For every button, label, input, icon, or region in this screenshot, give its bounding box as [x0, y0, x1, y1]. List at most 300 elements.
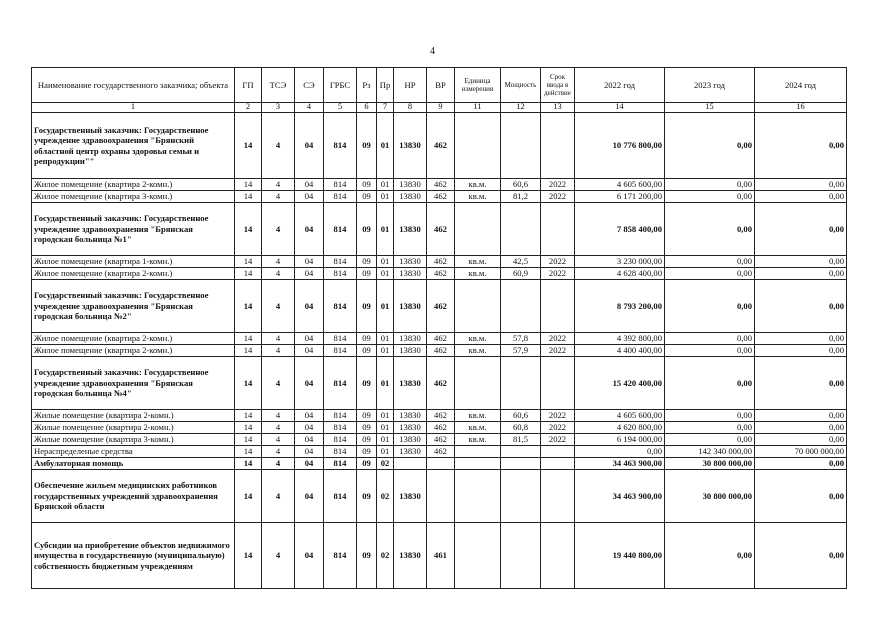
- row-value-cell: 01: [377, 434, 394, 446]
- row-value-cell: 0,00: [665, 256, 755, 268]
- row-value-cell: 814: [324, 256, 357, 268]
- column-header-capacity: Мощность: [501, 68, 541, 103]
- row-value-cell: 10 776 800,00: [575, 113, 665, 179]
- row-value-cell: 4: [262, 268, 295, 280]
- row-value-cell: 8 793 200,00: [575, 280, 665, 333]
- row-value-cell: 4 605 600,00: [575, 410, 665, 422]
- row-value-cell: 09: [357, 446, 377, 458]
- row-value-cell: 142 340 000,00: [665, 446, 755, 458]
- group-row: [32, 280, 847, 333]
- row-value-cell: 09: [357, 113, 377, 179]
- row-value-cell: 4: [262, 333, 295, 345]
- table-row: [32, 458, 847, 470]
- row-value-cell: 14: [235, 191, 262, 203]
- row-value-cell: 14: [235, 446, 262, 458]
- row-value-cell: [541, 470, 575, 523]
- row-value-cell: 13830: [394, 446, 427, 458]
- row-value-cell: 814: [324, 434, 357, 446]
- row-value-cell: 57,8: [501, 333, 541, 345]
- row-value-cell: 04: [295, 422, 324, 434]
- row-name-cell: Жилые помещение (квартира 2-комн.): [32, 410, 235, 422]
- table-row: [32, 191, 847, 203]
- row-value-cell: 09: [357, 280, 377, 333]
- row-value-cell: 4: [262, 446, 295, 458]
- row-value-cell: [455, 280, 501, 333]
- row-value-cell: 04: [295, 470, 324, 523]
- row-value-cell: 814: [324, 113, 357, 179]
- row-value-cell: 42,5: [501, 256, 541, 268]
- row-value-cell: 34 463 900,00: [575, 470, 665, 523]
- row-value-cell: 0,00: [755, 113, 847, 179]
- row-value-cell: кв.м.: [455, 333, 501, 345]
- column-header-nr: НР: [394, 68, 427, 103]
- budget-table: [31, 67, 847, 589]
- row-value-cell: 14: [235, 357, 262, 410]
- row-value-cell: 0,00: [755, 191, 847, 203]
- row-name-cell: Жилое помещение (квартира 3-комн.): [32, 191, 235, 203]
- row-value-cell: 462: [427, 113, 455, 179]
- table-row: [32, 410, 847, 422]
- row-value-cell: 04: [295, 113, 324, 179]
- row-value-cell: [455, 470, 501, 523]
- column-header-se: СЭ: [295, 68, 324, 103]
- row-value-cell: 04: [295, 458, 324, 470]
- row-value-cell: 462: [427, 357, 455, 410]
- row-value-cell: 0,00: [755, 458, 847, 470]
- row-value-cell: 60,9: [501, 268, 541, 280]
- row-value-cell: 04: [295, 446, 324, 458]
- row-value-cell: 4: [262, 357, 295, 410]
- row-value-cell: 09: [357, 410, 377, 422]
- row-value-cell: 14: [235, 410, 262, 422]
- row-value-cell: 4: [262, 203, 295, 256]
- row-value-cell: 02: [377, 523, 394, 589]
- column-number-cell: 14: [575, 103, 665, 113]
- row-name-cell: Жилое помещение (квартира 1-комн.): [32, 256, 235, 268]
- row-value-cell: 462: [427, 333, 455, 345]
- row-value-cell: 462: [427, 191, 455, 203]
- row-value-cell: 4: [262, 191, 295, 203]
- row-value-cell: 14: [235, 256, 262, 268]
- row-value-cell: 14: [235, 458, 262, 470]
- row-value-cell: 14: [235, 523, 262, 589]
- column-number-cell: 3: [262, 103, 295, 113]
- row-value-cell: 6 171 200,00: [575, 191, 665, 203]
- row-value-cell: 2022: [541, 410, 575, 422]
- row-value-cell: 13830: [394, 357, 427, 410]
- row-value-cell: [455, 357, 501, 410]
- column-header-2022: 2022 год: [575, 68, 665, 103]
- row-value-cell: 4: [262, 179, 295, 191]
- row-value-cell: 0,00: [665, 203, 755, 256]
- row-value-cell: 13830: [394, 179, 427, 191]
- row-value-cell: 0,00: [665, 523, 755, 589]
- row-value-cell: 4 620 800,00: [575, 422, 665, 434]
- row-value-cell: [501, 470, 541, 523]
- column-number-cell: 7: [377, 103, 394, 113]
- row-value-cell: [541, 458, 575, 470]
- row-value-cell: 0,00: [755, 256, 847, 268]
- row-value-cell: 13830: [394, 434, 427, 446]
- column-header-2023: 2023 год: [665, 68, 755, 103]
- row-name-cell: Государственный заказчик: Государственное учреждение здравоохранения "Брянская городская больница №2": [32, 280, 235, 333]
- row-value-cell: 814: [324, 523, 357, 589]
- column-number-cell: 6: [357, 103, 377, 113]
- row-value-cell: 19 440 800,00: [575, 523, 665, 589]
- row-name-cell: Жилые помещение (квартира 2-комн.): [32, 422, 235, 434]
- page-number: 4: [430, 46, 435, 57]
- row-value-cell: 4: [262, 470, 295, 523]
- row-value-cell: 0,00: [575, 446, 665, 458]
- row-value-cell: [541, 357, 575, 410]
- row-value-cell: 09: [357, 458, 377, 470]
- row-value-cell: 6 194 000,00: [575, 434, 665, 446]
- row-value-cell: 04: [295, 203, 324, 256]
- row-value-cell: 04: [295, 345, 324, 357]
- column-number-cell: 12: [501, 103, 541, 113]
- row-value-cell: 60,8: [501, 422, 541, 434]
- row-value-cell: 4 392 800,00: [575, 333, 665, 345]
- table-header-row: [32, 68, 847, 103]
- row-value-cell: 462: [427, 268, 455, 280]
- row-value-cell: 13830: [394, 523, 427, 589]
- group-row: [32, 113, 847, 179]
- row-value-cell: 04: [295, 179, 324, 191]
- row-value-cell: 2022: [541, 345, 575, 357]
- row-value-cell: 4: [262, 458, 295, 470]
- row-value-cell: 0,00: [755, 410, 847, 422]
- column-number-cell: 8: [394, 103, 427, 113]
- row-value-cell: 0,00: [755, 470, 847, 523]
- row-value-cell: 814: [324, 345, 357, 357]
- column-number-cell: 1: [32, 103, 235, 113]
- row-value-cell: 34 463 900,00: [575, 458, 665, 470]
- column-number-cell: 15: [665, 103, 755, 113]
- table-row: [32, 446, 847, 458]
- row-value-cell: 0,00: [665, 191, 755, 203]
- row-value-cell: 2022: [541, 422, 575, 434]
- row-value-cell: 01: [377, 268, 394, 280]
- column-header-grbs: ГРБС: [324, 68, 357, 103]
- row-value-cell: 462: [427, 345, 455, 357]
- row-value-cell: 09: [357, 345, 377, 357]
- row-value-cell: 0,00: [755, 357, 847, 410]
- row-value-cell: 0,00: [755, 280, 847, 333]
- column-header-vr: ВР: [427, 68, 455, 103]
- row-value-cell: кв.м.: [455, 256, 501, 268]
- row-value-cell: 0,00: [665, 434, 755, 446]
- row-value-cell: 04: [295, 434, 324, 446]
- row-value-cell: 09: [357, 357, 377, 410]
- row-value-cell: 14: [235, 268, 262, 280]
- column-header-pr: Пр: [377, 68, 394, 103]
- row-value-cell: 7 858 400,00: [575, 203, 665, 256]
- row-value-cell: 14: [235, 422, 262, 434]
- row-value-cell: 01: [377, 191, 394, 203]
- row-value-cell: 4: [262, 422, 295, 434]
- row-name-cell: Жилое помещение (квартира 2-комн.): [32, 345, 235, 357]
- row-value-cell: 13830: [394, 470, 427, 523]
- row-value-cell: 0,00: [665, 333, 755, 345]
- row-value-cell: 14: [235, 203, 262, 256]
- row-value-cell: кв.м.: [455, 191, 501, 203]
- column-header-commission-date: Срок ввода в действие: [541, 68, 575, 103]
- row-value-cell: 14: [235, 179, 262, 191]
- row-value-cell: 0,00: [755, 345, 847, 357]
- row-value-cell: 462: [427, 422, 455, 434]
- row-value-cell: 0,00: [665, 422, 755, 434]
- row-value-cell: [455, 203, 501, 256]
- row-value-cell: 04: [295, 268, 324, 280]
- row-value-cell: 4: [262, 256, 295, 268]
- row-value-cell: 04: [295, 410, 324, 422]
- row-value-cell: 02: [377, 458, 394, 470]
- group-row: [32, 470, 847, 523]
- row-value-cell: 0,00: [755, 434, 847, 446]
- row-value-cell: 13830: [394, 256, 427, 268]
- row-value-cell: 0,00: [665, 280, 755, 333]
- row-value-cell: 01: [377, 357, 394, 410]
- row-value-cell: 04: [295, 523, 324, 589]
- row-value-cell: [541, 113, 575, 179]
- row-value-cell: 2022: [541, 333, 575, 345]
- row-value-cell: 814: [324, 470, 357, 523]
- row-value-cell: 13830: [394, 333, 427, 345]
- row-value-cell: [541, 446, 575, 458]
- column-header-tse: ТСЭ: [262, 68, 295, 103]
- row-value-cell: кв.м.: [455, 268, 501, 280]
- row-value-cell: 13830: [394, 191, 427, 203]
- row-value-cell: 13830: [394, 203, 427, 256]
- row-value-cell: 2022: [541, 179, 575, 191]
- row-value-cell: 09: [357, 256, 377, 268]
- row-value-cell: 4: [262, 113, 295, 179]
- row-value-cell: 60,6: [501, 179, 541, 191]
- row-value-cell: 4: [262, 345, 295, 357]
- row-value-cell: [501, 280, 541, 333]
- row-value-cell: кв.м.: [455, 179, 501, 191]
- row-value-cell: 01: [377, 345, 394, 357]
- row-value-cell: 01: [377, 410, 394, 422]
- row-value-cell: 814: [324, 179, 357, 191]
- row-value-cell: 814: [324, 458, 357, 470]
- row-value-cell: [501, 357, 541, 410]
- column-header-name: Наименование государственного заказчика; объекта: [32, 68, 235, 103]
- row-value-cell: 01: [377, 179, 394, 191]
- row-value-cell: 462: [427, 203, 455, 256]
- row-value-cell: 30 800 000,00: [665, 458, 755, 470]
- row-value-cell: 814: [324, 357, 357, 410]
- row-value-cell: [541, 523, 575, 589]
- row-value-cell: 814: [324, 422, 357, 434]
- table-row: [32, 268, 847, 280]
- row-value-cell: 57,9: [501, 345, 541, 357]
- row-value-cell: 2022: [541, 268, 575, 280]
- row-value-cell: 09: [357, 523, 377, 589]
- row-value-cell: [501, 203, 541, 256]
- row-value-cell: 0,00: [665, 345, 755, 357]
- row-value-cell: 09: [357, 268, 377, 280]
- row-value-cell: 462: [427, 256, 455, 268]
- column-header-unit: Единица измерения: [455, 68, 501, 103]
- row-value-cell: [455, 446, 501, 458]
- row-value-cell: 04: [295, 191, 324, 203]
- row-value-cell: 30 800 000,00: [665, 470, 755, 523]
- column-header-2024: 2024 год: [755, 68, 847, 103]
- row-value-cell: 2022: [541, 434, 575, 446]
- row-value-cell: 60,6: [501, 410, 541, 422]
- row-value-cell: [501, 113, 541, 179]
- row-value-cell: 09: [357, 422, 377, 434]
- row-value-cell: 13830: [394, 268, 427, 280]
- row-value-cell: [455, 458, 501, 470]
- table-row: [32, 434, 847, 446]
- row-value-cell: 14: [235, 345, 262, 357]
- row-value-cell: 13830: [394, 422, 427, 434]
- row-value-cell: 4: [262, 434, 295, 446]
- column-number-cell: 13: [541, 103, 575, 113]
- row-name-cell: Нераспределеные средства: [32, 446, 235, 458]
- row-value-cell: 70 000 000,00: [755, 446, 847, 458]
- table-body: [32, 113, 847, 589]
- row-value-cell: [541, 203, 575, 256]
- row-value-cell: 462: [427, 410, 455, 422]
- row-value-cell: кв.м.: [455, 422, 501, 434]
- row-value-cell: 4 400 400,00: [575, 345, 665, 357]
- row-value-cell: кв.м.: [455, 434, 501, 446]
- row-name-cell: Амбулаторная помощь: [32, 458, 235, 470]
- column-number-cell: 5: [324, 103, 357, 113]
- row-value-cell: 04: [295, 256, 324, 268]
- row-value-cell: 814: [324, 446, 357, 458]
- row-value-cell: 0,00: [755, 268, 847, 280]
- row-value-cell: 04: [295, 357, 324, 410]
- row-value-cell: [394, 458, 427, 470]
- row-value-cell: 0,00: [755, 422, 847, 434]
- row-value-cell: 2022: [541, 191, 575, 203]
- row-value-cell: 0,00: [665, 113, 755, 179]
- column-header-gp: ГП: [235, 68, 262, 103]
- row-value-cell: 13830: [394, 113, 427, 179]
- row-value-cell: 0,00: [755, 333, 847, 345]
- row-value-cell: 462: [427, 434, 455, 446]
- row-value-cell: кв.м.: [455, 345, 501, 357]
- row-value-cell: 814: [324, 333, 357, 345]
- row-value-cell: 4: [262, 523, 295, 589]
- row-value-cell: 4: [262, 410, 295, 422]
- column-number-cell: 4: [295, 103, 324, 113]
- row-value-cell: [501, 458, 541, 470]
- table-row: [32, 345, 847, 357]
- row-value-cell: 462: [427, 179, 455, 191]
- row-value-cell: 814: [324, 410, 357, 422]
- row-value-cell: 01: [377, 446, 394, 458]
- row-value-cell: 3 230 000,00: [575, 256, 665, 268]
- row-value-cell: 4 605 600,00: [575, 179, 665, 191]
- row-value-cell: 01: [377, 422, 394, 434]
- column-number-cell: 9: [427, 103, 455, 113]
- row-value-cell: 01: [377, 256, 394, 268]
- row-value-cell: 814: [324, 203, 357, 256]
- column-header-rz: Рз: [357, 68, 377, 103]
- row-value-cell: 0,00: [755, 203, 847, 256]
- row-value-cell: 15 420 400,00: [575, 357, 665, 410]
- row-value-cell: [427, 458, 455, 470]
- row-value-cell: 09: [357, 333, 377, 345]
- row-value-cell: 01: [377, 333, 394, 345]
- row-value-cell: [501, 446, 541, 458]
- row-value-cell: 14: [235, 434, 262, 446]
- row-value-cell: 02: [377, 470, 394, 523]
- row-value-cell: 09: [357, 203, 377, 256]
- row-name-cell: Государственный заказчик: Государственное учреждение здравоохранения "Брянский областной центр охраны здоровья семьи и репродукции"": [32, 113, 235, 179]
- row-value-cell: 13830: [394, 345, 427, 357]
- row-value-cell: 81,2: [501, 191, 541, 203]
- row-value-cell: 01: [377, 280, 394, 333]
- table-row: [32, 422, 847, 434]
- table-row: [32, 179, 847, 191]
- row-value-cell: 814: [324, 280, 357, 333]
- row-value-cell: 4: [262, 280, 295, 333]
- row-name-cell: Обеспечение жильем медицинских работников государственных учреждений здравоохранения Брянской области: [32, 470, 235, 523]
- row-value-cell: [541, 280, 575, 333]
- row-value-cell: кв.м.: [455, 410, 501, 422]
- row-value-cell: 2022: [541, 256, 575, 268]
- row-name-cell: Жилое помещение (квартира 2-комн.): [32, 333, 235, 345]
- row-value-cell: 462: [427, 280, 455, 333]
- row-value-cell: [455, 523, 501, 589]
- column-number-cell: 16: [755, 103, 847, 113]
- row-value-cell: 461: [427, 523, 455, 589]
- row-value-cell: 4 628 400,00: [575, 268, 665, 280]
- row-value-cell: 09: [357, 179, 377, 191]
- row-value-cell: [427, 470, 455, 523]
- row-name-cell: Субсидии на приобретение объектов недвижимого имущества в государственную (муниципальную) собственность бюджетным учреждениям: [32, 523, 235, 589]
- table-row: [32, 333, 847, 345]
- row-value-cell: 09: [357, 470, 377, 523]
- row-name-cell: Государственный заказчик: Государственное учреждение здравоохранения "Брянская городская больница №4": [32, 357, 235, 410]
- row-name-cell: Государственный заказчик: Государственное учреждение здравоохранения "Брянская городская больница №1": [32, 203, 235, 256]
- row-name-cell: Жилое помещение (квартира 2-комн.): [32, 179, 235, 191]
- row-value-cell: 0,00: [665, 268, 755, 280]
- row-name-cell: Жилое помещение (квартира 2-комн.): [32, 268, 235, 280]
- row-value-cell: 14: [235, 113, 262, 179]
- row-value-cell: 81,5: [501, 434, 541, 446]
- column-number-row: [32, 103, 847, 113]
- row-value-cell: 04: [295, 333, 324, 345]
- group-row: [32, 357, 847, 410]
- row-value-cell: [455, 113, 501, 179]
- row-value-cell: 14: [235, 280, 262, 333]
- row-value-cell: 0,00: [665, 179, 755, 191]
- row-value-cell: 09: [357, 191, 377, 203]
- row-value-cell: 814: [324, 268, 357, 280]
- row-value-cell: 04: [295, 280, 324, 333]
- row-value-cell: 01: [377, 203, 394, 256]
- row-value-cell: 814: [324, 191, 357, 203]
- row-value-cell: 0,00: [665, 410, 755, 422]
- row-value-cell: [501, 523, 541, 589]
- row-value-cell: 462: [427, 446, 455, 458]
- row-value-cell: 13830: [394, 410, 427, 422]
- row-value-cell: 14: [235, 333, 262, 345]
- table-row: [32, 256, 847, 268]
- row-name-cell: Жилые помещение (квартира 3-комн.): [32, 434, 235, 446]
- row-value-cell: 0,00: [665, 357, 755, 410]
- row-value-cell: 01: [377, 113, 394, 179]
- row-value-cell: 0,00: [755, 179, 847, 191]
- row-value-cell: 09: [357, 434, 377, 446]
